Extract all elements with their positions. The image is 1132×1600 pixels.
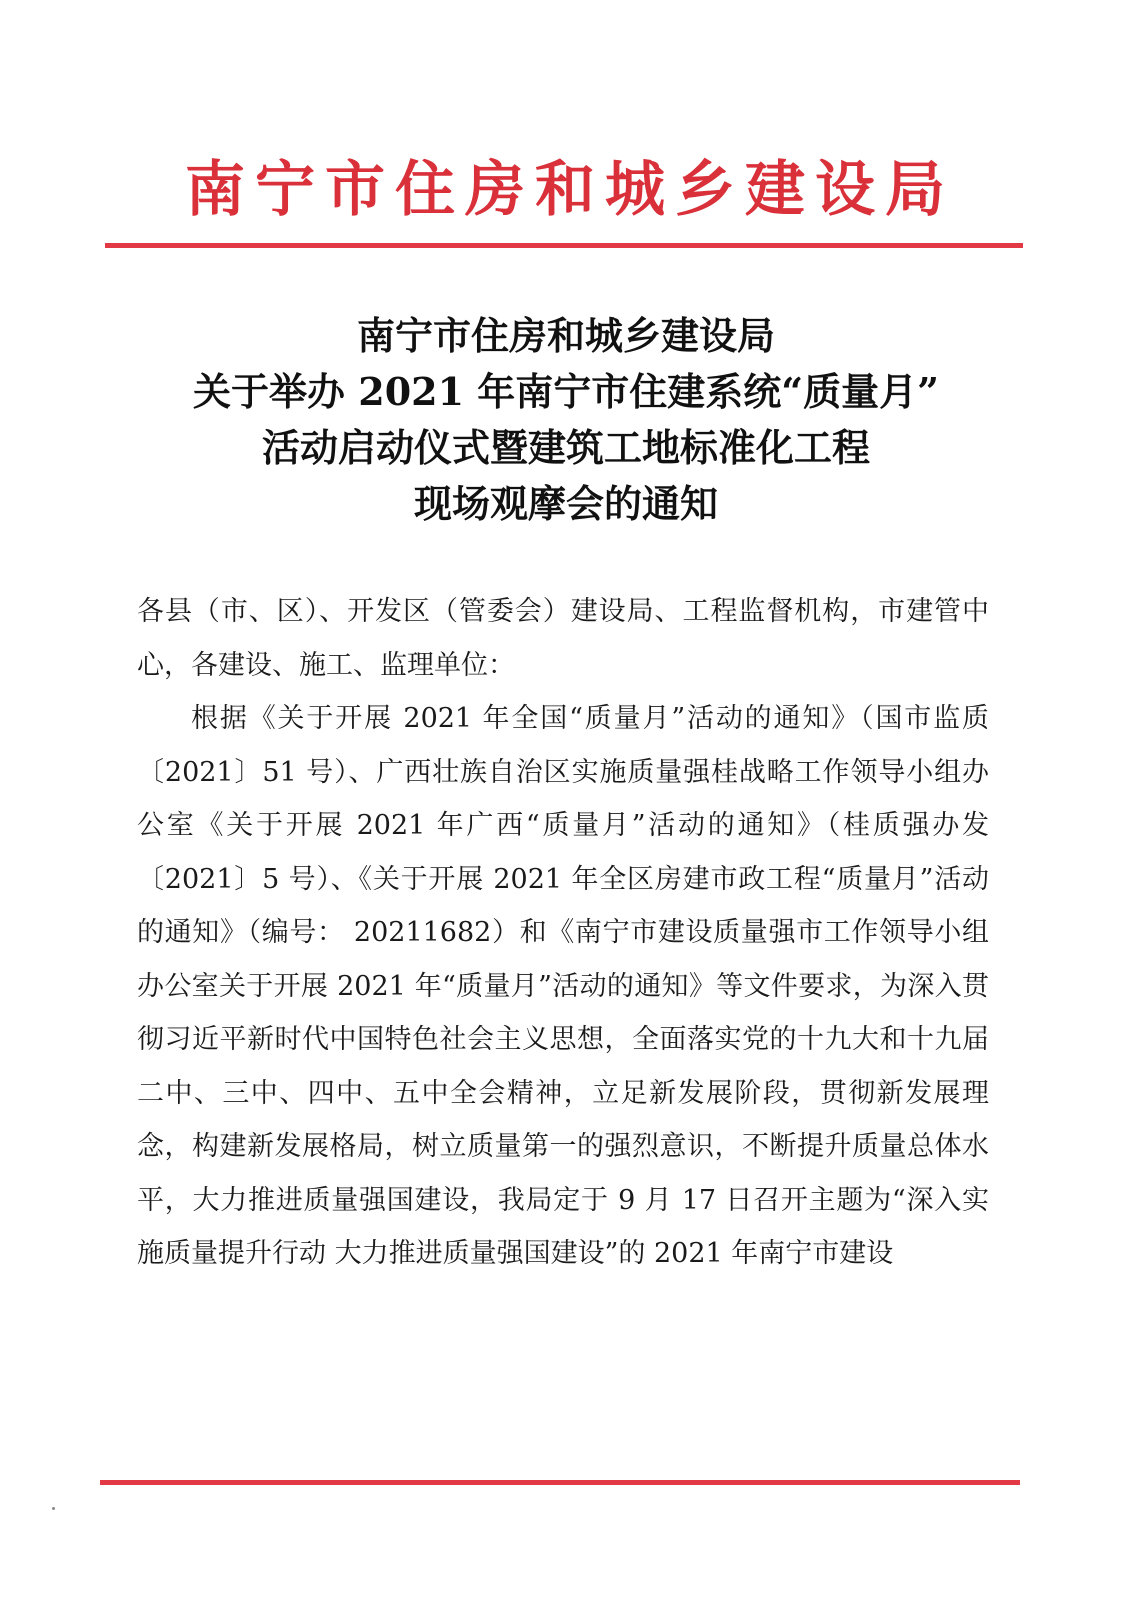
document-body <box>137 585 989 1281</box>
addressee: 各县（市、区）、开发区（管委会）建设局、工程监督机构，市建管中心，各建设、施工、监理单位： <box>137 596 989 681</box>
footer-red-rule <box>100 1480 1020 1485</box>
title-line-3: 活动启动仪式暨建筑工地标准化工程 <box>261 425 870 470</box>
title-line-2: 关于举办 2021 年南宁市住建系统“质量月” <box>193 369 939 414</box>
document-title <box>110 308 1022 532</box>
title-line-1: 南宁市住房和城乡建设局 <box>356 313 775 358</box>
letterhead-red-rule <box>105 243 1023 248</box>
title-line-4: 现场观摩会的通知 <box>413 481 718 526</box>
body-paragraph-1: 根据《关于开展 2021 年全国“质量月”活动的通知》（国市监质〔2021〕51 号）、广西壮族自治区实施质量强桂战略工作领导小组办公室《关于开展 2021 年广西“质量月”活动的通知》（桂质强办发〔2021〕5 号）、《关于开展 2021 年全区房建市政工程“质量月”活动的通知》（编号： 20211682）和《南宁市建设质量强市工作领导小组办公室关于开展 2021 年“质量月”活动的通知》等文件要求，为深入贯彻习近平新时代中国特色社会主义思想，全面落实党的十九大和十九届二中、三中、四中、五中全会精神，立足新发展阶段，贯彻新发展理念，构建新发展格局，树立质量第一的强烈意识，不断提升质量总体水平，大力推进质量强国建设，我局定于 9 月 17 日召开主题为“深入实施质量提升行动 大力推进质量强国建设”的 2021 年南宁市建设 <box>137 703 989 1269</box>
scan-speck <box>52 1507 55 1510</box>
letterhead-title: 南宁市住房和城乡建设局 <box>185 155 955 225</box>
